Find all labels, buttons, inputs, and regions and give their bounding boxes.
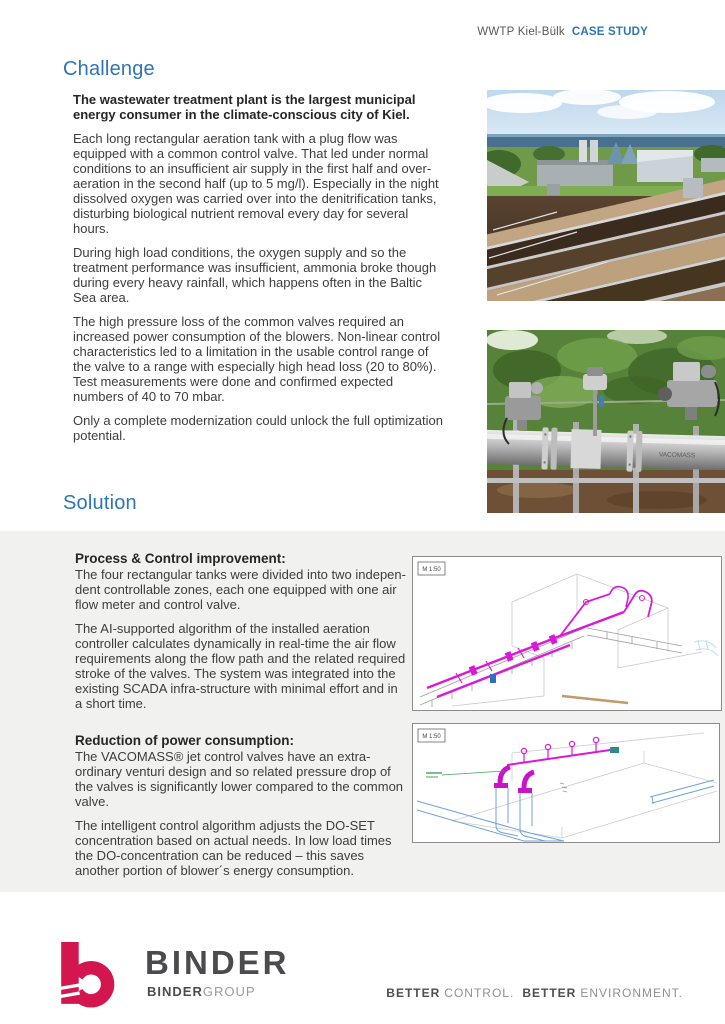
photo-aerial-plant: [487, 90, 725, 301]
svg-text:M 1:50: M 1:50: [422, 567, 441, 573]
solution-subheading: Reduction of power consumption:: [75, 733, 294, 748]
brand-sub-group: GROUP: [202, 984, 256, 999]
brand-sub-binder: BINDER: [147, 984, 203, 999]
solution-body: [75, 551, 407, 887]
challenge-paragraph: Each long rectangular aeration tank with a plug flow was equipped with a common control valve. That led under normal conditions to an insufficient air supply in the first half and over-aeration in the second half (up to 5 mg/l). Especially in the night dissolved oxygen was carried over into the denitrification tanks, disturbing biological nutrient removal every day for several hours.: [73, 131, 439, 236]
scale-label: [418, 562, 445, 575]
solution-paragraph: The four rectangular tanks were divided into two indepen-dent controllable zones, each one equipped with one air flow meter and control valve.: [75, 567, 406, 612]
page-footer: [0, 892, 725, 1024]
solution-panel: [0, 531, 725, 892]
pipe-brand-label: VACOMASS: [658, 451, 696, 460]
valve-pipe-illustration: [487, 330, 725, 513]
cad-1-illustration: [412, 556, 722, 711]
tagline-better-2: BETTER: [522, 986, 577, 1000]
scale-label: [418, 729, 445, 742]
solution-heading: Solution: [63, 492, 137, 514]
solution-paragraph: The VACOMASS® jet control valves have an extra-ordinary venturi design and so related pressure drop of the valves is significantly lower compared to the common valve.: [75, 749, 404, 809]
photo-valve-pipe: [487, 330, 725, 513]
brand-wordmark: BINDER: [145, 944, 290, 981]
solution-subheading: Process & Control improvement:: [75, 551, 286, 566]
brand-subtitle: [147, 984, 256, 999]
solution-paragraph: The intelligent control algorithm adjusts the DO-SET concentration based on actual needs. In low load times the DO-concentration can be reduced – this saves another portion of blower´s energy consumption.: [75, 818, 392, 878]
challenge-paragraph: Only a complete modernization could unlock the full optimization potential.: [73, 413, 443, 443]
tank-water: [487, 470, 725, 513]
teal-fitting: [610, 747, 619, 753]
tagline-better-1: BETTER: [386, 986, 441, 1000]
doc-title: WWTP Kiel-Bülk: [477, 26, 565, 38]
aerial-plant-illustration: [487, 90, 725, 301]
cad-drawing-valve-detail: [412, 723, 720, 843]
cad-drawing-piping-overview: [412, 556, 722, 711]
svg-text:M 1:50: M 1:50: [422, 734, 441, 740]
cad-2-illustration: [412, 723, 720, 843]
challenge-lead-paragraph: The wastewater treatment plant is the largest municipal energy consumer in the climate-conscious city of Kiel.: [73, 92, 416, 122]
doc-header: [477, 26, 648, 38]
tagline-environment: ENVIRONMENT.: [580, 986, 683, 1000]
challenge-body: [73, 92, 445, 452]
challenge-paragraph: The high pressure loss of the common valves required an increased power consumption of the blowers. Non-linear control characteristics led to a limitation in the usable control range of the valve to a range with especially high head loss (20 to 80%). Test measurements were done and confirmed expected numbers of 40 to 70 mbar.: [73, 314, 441, 404]
doc-type-badge: CASE STUDY: [571, 26, 648, 38]
challenge-paragraph: During high load conditions, the oxygen supply and so the treatment performance was insufficient, ammonia broke though during every heavy rainfall, which happens often in the Baltic Sea area.: [73, 245, 437, 305]
tagline-control: CONTROL.: [444, 986, 515, 1000]
footer-tagline: [386, 986, 683, 1000]
blue-fitting: [490, 674, 496, 683]
binder-logo-icon: [57, 942, 119, 1008]
challenge-heading: Challenge: [63, 58, 155, 80]
solution-paragraph: The AI-supported algorithm of the installed aeration controller calculates dynamically in real-time the air flow requirements along the flow path and the related required stroke of the valves. The system was integrated into the existing SCADA infra-structure with minimal effort and in a short time.: [75, 621, 406, 711]
